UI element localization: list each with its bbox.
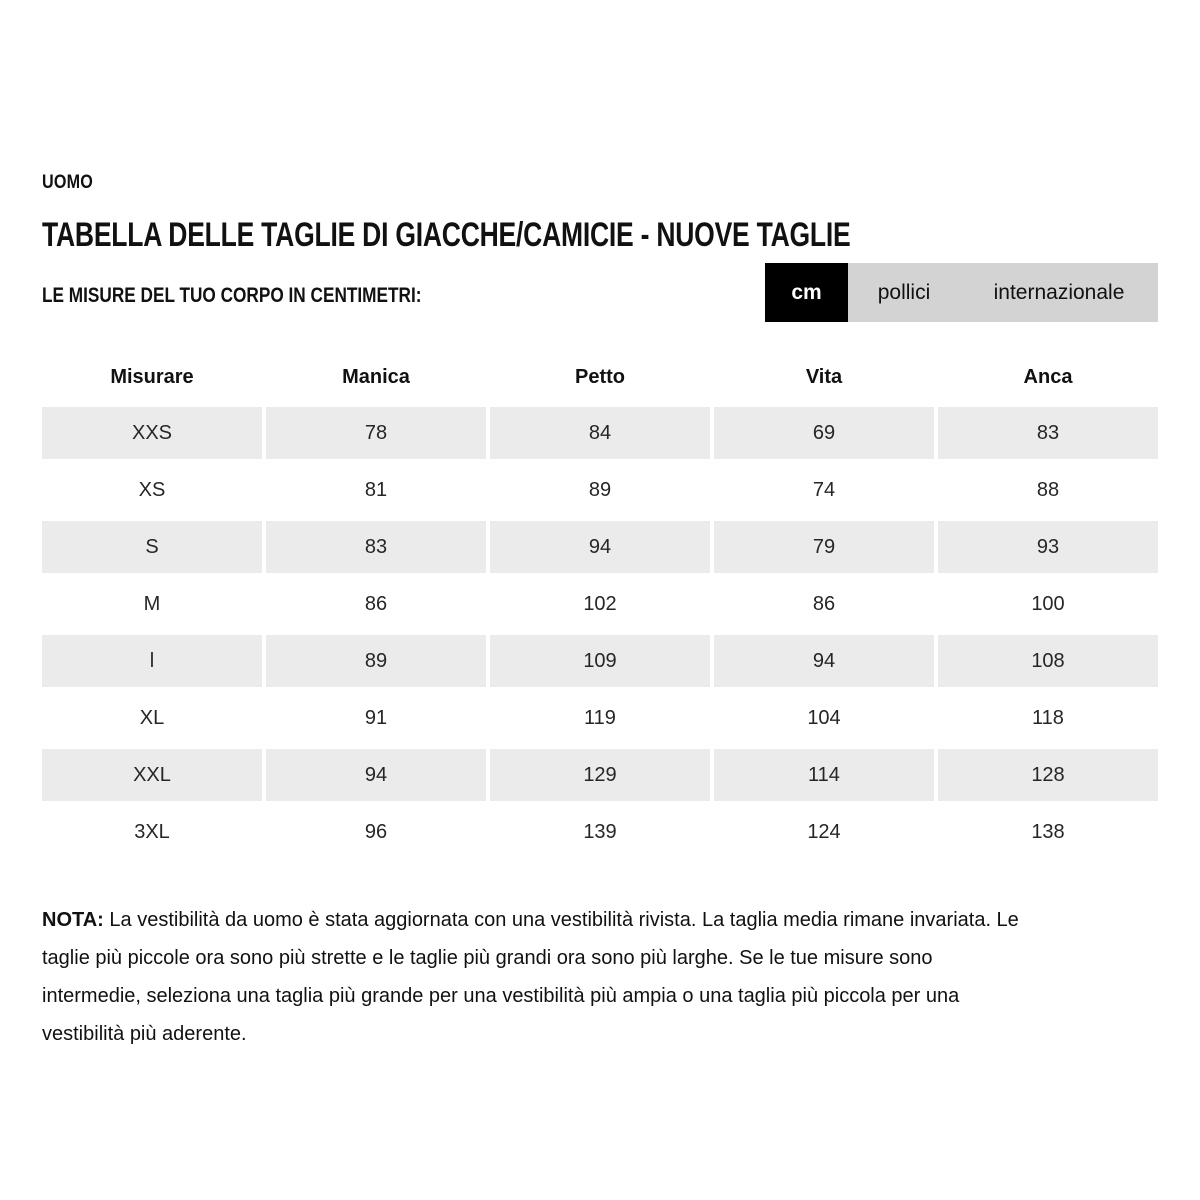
table-cell: 86 — [812, 592, 836, 615]
size-label: XXS — [42, 407, 262, 459]
table-cell: 78 — [266, 407, 486, 459]
size-label: S — [42, 521, 262, 573]
size-label: XL — [139, 706, 165, 729]
table-cell: 129 — [490, 749, 710, 801]
size-label: XS — [138, 478, 166, 501]
table-cell: 89 — [266, 635, 486, 687]
table-cell: 104 — [807, 706, 841, 729]
table-cell: 74 — [812, 478, 836, 501]
column-header-anca: Anca — [1023, 366, 1073, 388]
table-cell: 128 — [938, 749, 1158, 801]
table-cell: 83 — [266, 521, 486, 573]
table-cell: 102 — [583, 592, 617, 615]
table-cell: 109 — [490, 635, 710, 687]
table-cell: 138 — [1031, 820, 1065, 843]
tab-pollici[interactable]: pollici — [848, 263, 960, 322]
table-cell: 108 — [938, 635, 1158, 687]
fit-note-label: NOTA: — [42, 909, 104, 931]
size-label: l — [42, 635, 262, 687]
measurements-subtitle: LE MISURE DEL TUO CORPO IN CENTIMETRI: — [42, 284, 422, 307]
column-header-misurare: Misurare — [110, 366, 194, 388]
table-cell: 86 — [364, 592, 388, 615]
page-title: TABELLA DELLE TAGLIE DI GIACCHE/CAMICIE - NUOVE TAGLIE — [42, 216, 851, 254]
table-cell: 100 — [1031, 592, 1065, 615]
column-header-manica: Manica — [342, 366, 410, 388]
table-cell: 118 — [1032, 706, 1064, 729]
fit-note-text: La vestibilità da uomo è stata aggiornata con una vestibilità rivista. La taglia media rimane invariata. Le taglie più piccole ora sono più strette e le taglie più grandi ora sono più larghe. Se le tue misure sono intermedie, seleziona una taglia più grande per una vestibilità più ampia o una taglia più piccola per una vestibilità più aderente. — [42, 909, 1019, 1045]
table-cell: 69 — [714, 407, 934, 459]
category-label: UOMO — [42, 172, 93, 193]
table-cell: 139 — [583, 820, 617, 843]
table-cell: 119 — [584, 706, 616, 729]
table-cell: 94 — [266, 749, 486, 801]
table-cell: 94 — [714, 635, 934, 687]
unit-tab-group — [765, 263, 1158, 322]
table-cell: 89 — [588, 478, 612, 501]
size-label: XXL — [42, 749, 262, 801]
column-header-petto: Petto — [575, 366, 625, 388]
table-cell: 114 — [714, 749, 934, 801]
size-label: 3XL — [134, 820, 170, 843]
table-cell: 124 — [807, 820, 841, 843]
tab-internazionale[interactable]: internazionale — [960, 263, 1158, 322]
table-cell: 93 — [938, 521, 1158, 573]
size-label: M — [143, 592, 161, 615]
table-cell: 84 — [490, 407, 710, 459]
table-cell: 79 — [714, 521, 934, 573]
fit-note — [42, 901, 1027, 1053]
size-table — [42, 353, 1158, 858]
table-cell: 81 — [364, 478, 388, 501]
table-cell: 96 — [364, 820, 388, 843]
column-header-vita: Vita — [805, 366, 843, 388]
table-cell: 94 — [490, 521, 710, 573]
table-cell: 83 — [938, 407, 1158, 459]
table-cell: 91 — [364, 706, 388, 729]
tab-cm[interactable]: cm — [765, 263, 848, 322]
table-cell: 88 — [1036, 478, 1060, 501]
